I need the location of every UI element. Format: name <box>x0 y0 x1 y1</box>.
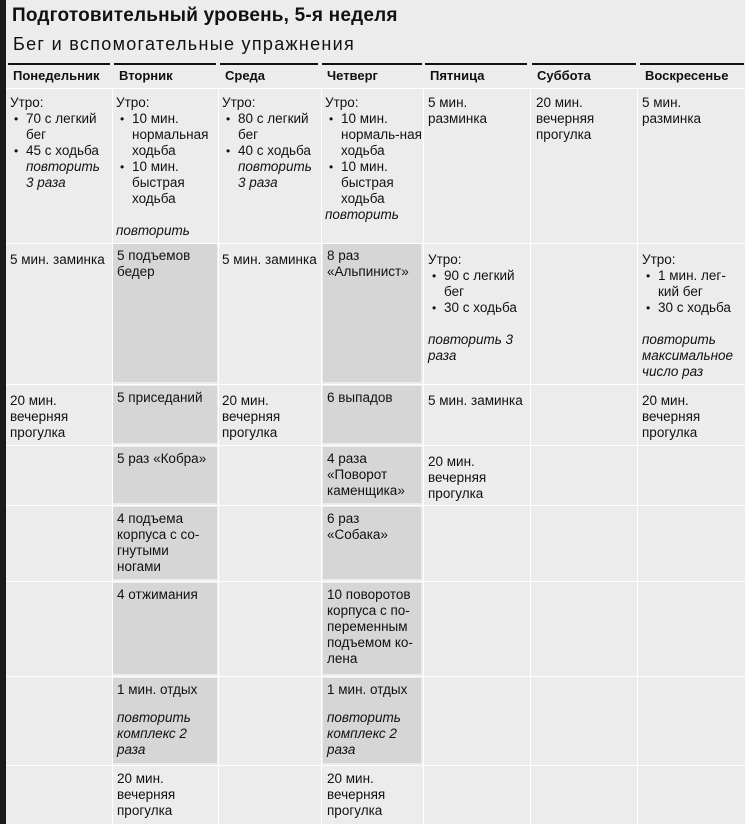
monday-repeat-note: повторить 3 раза <box>26 159 100 190</box>
thursday-torso-twists-cell: 10 поворотов корпуса с по-переменным подъемом ко-лена <box>323 583 421 674</box>
tuesday-repeat-note: повторить <box>116 223 190 238</box>
row-divider <box>6 765 745 766</box>
row-divider <box>6 581 745 582</box>
row-divider <box>6 88 745 89</box>
column-divider <box>218 88 219 824</box>
monday-run-item: • 70 с легкий бег <box>10 111 110 143</box>
saturday-evening-walk-cell: 20 мин. вечерняя прогулка <box>536 95 595 142</box>
tuesday-morning-cell <box>112 91 218 239</box>
header-thursday: Четверг <box>322 63 422 85</box>
row-divider <box>6 243 745 244</box>
sunday-evening-walk-cell: 20 мин. вечерняя прогулка <box>642 393 701 440</box>
header-sunday: Воскресенье <box>640 63 744 85</box>
monday-morning-heading: Утро: <box>10 95 44 110</box>
header-friday: Пятница <box>425 63 527 85</box>
thursday-rest-cell: 1 мин. отдых <box>323 678 421 706</box>
monday-walk-item: • 45 с ходьба <box>10 143 110 159</box>
friday-repeat-note: повторить 3 раза <box>428 332 514 363</box>
tuesday-morning-heading: Утро: <box>116 95 150 110</box>
thursday-climber-cell: 8 раз «Альпинист» <box>323 244 421 382</box>
column-divider <box>112 88 113 824</box>
thursday-repeat-complex-cell: повторить комплекс 2 раза <box>323 706 421 763</box>
tuesday-cobra-cell: 5 раз «Кобра» <box>113 447 217 503</box>
sunday-run-item: • 1 мин. лег-кий бег <box>642 268 743 300</box>
tuesday-pushups-cell: 4 отжимания <box>113 583 217 674</box>
friday-run-item: • 90 с легкий бег <box>428 268 528 300</box>
friday-cooldown-cell: 5 мин. заминка <box>428 393 523 408</box>
tuesday-evening-walk-cell: 20 мин. вечерняя прогулка <box>117 771 176 818</box>
thursday-lunges-cell: 6 выпадов <box>323 386 421 443</box>
monday-evening-walk-cell: 20 мин. вечерняя прогулка <box>10 393 69 440</box>
thursday-morning-cell <box>321 91 425 223</box>
wednesday-walk-item: • 40 с ходьба <box>222 143 320 159</box>
tuesday-hip-raises-cell: 5 подъемов бедер <box>113 244 217 382</box>
row-divider <box>6 445 745 446</box>
sunday-warmup-cell: 5 мин. разминка <box>642 95 702 126</box>
friday-morning-heading: Утро: <box>428 252 462 267</box>
friday-morning-cell <box>424 248 530 364</box>
thursday-mason-twist-cell: 4 раза «Поворот каменщика» <box>323 447 421 503</box>
tuesday-crunches-cell: 4 подъема корпуса с со-гнутыми ногами <box>113 507 217 579</box>
tuesday-repeat-complex-cell: повторить комплекс 2 раза <box>113 706 217 763</box>
thursday-normal-walk-item: • 10 мин. нормаль-ная ходьба <box>325 111 423 159</box>
header-tuesday: Вторник <box>114 63 216 85</box>
page-title: Подготовительный уровень, 5-я неделя <box>12 5 398 26</box>
wednesday-run-item: • 80 с легкий бег <box>222 111 320 143</box>
header-monday: Понедельник <box>8 63 110 85</box>
thursday-fast-walk-item: • 10 мин. быстрая ходьба <box>325 159 423 207</box>
row-divider <box>6 384 745 385</box>
header-saturday: Суббота <box>532 63 636 85</box>
row-divider <box>6 505 745 506</box>
thursday-morning-heading: Утро: <box>325 95 359 110</box>
monday-morning-cell <box>6 91 112 191</box>
column-divider <box>423 88 424 824</box>
sunday-morning-cell <box>638 248 745 380</box>
wednesday-repeat-note: повторить 3 раза <box>238 159 312 190</box>
sunday-morning-heading: Утро: <box>642 252 676 267</box>
column-divider <box>530 88 531 824</box>
wednesday-cooldown-cell: 5 мин. заминка <box>222 252 317 267</box>
tuesday-normal-walk-item: • 10 мин. нормальная ходьба <box>116 111 216 159</box>
tuesday-squats-cell: 5 приседаний <box>113 386 217 443</box>
thursday-repeat-note: повторить <box>325 207 399 222</box>
friday-warmup-cell: 5 мин. разминка <box>428 95 488 126</box>
tuesday-fast-walk-item: • 10 мин. быстрая ходьба <box>116 159 216 207</box>
schedule-page <box>6 0 745 824</box>
friday-walk-item: • 30 с ходьба <box>428 300 528 316</box>
column-divider <box>637 88 638 824</box>
sunday-walk-item: • 30 с ходьба <box>642 300 743 316</box>
column-divider <box>321 88 322 824</box>
header-wednesday: Среда <box>220 63 318 85</box>
row-divider <box>6 676 745 677</box>
sunday-repeat-note: повторить максимальное число раз <box>642 332 734 379</box>
page-subtitle: Бег и вспомогательные упражнения <box>13 34 356 54</box>
thursday-dog-cell: 6 раз «Собака» <box>323 507 421 579</box>
wednesday-evening-walk-cell: 20 мин. вечерняя прогулка <box>222 393 281 440</box>
monday-cooldown-cell: 5 мин. заминка <box>10 252 105 267</box>
thursday-evening-walk-cell: 20 мин. вечерняя прогулка <box>327 771 386 818</box>
wednesday-morning-cell <box>218 91 322 191</box>
wednesday-morning-heading: Утро: <box>222 95 256 110</box>
friday-evening-walk-cell: 20 мин. вечерняя прогулка <box>428 454 487 501</box>
tuesday-rest-cell: 1 мин. отдых <box>113 678 217 706</box>
